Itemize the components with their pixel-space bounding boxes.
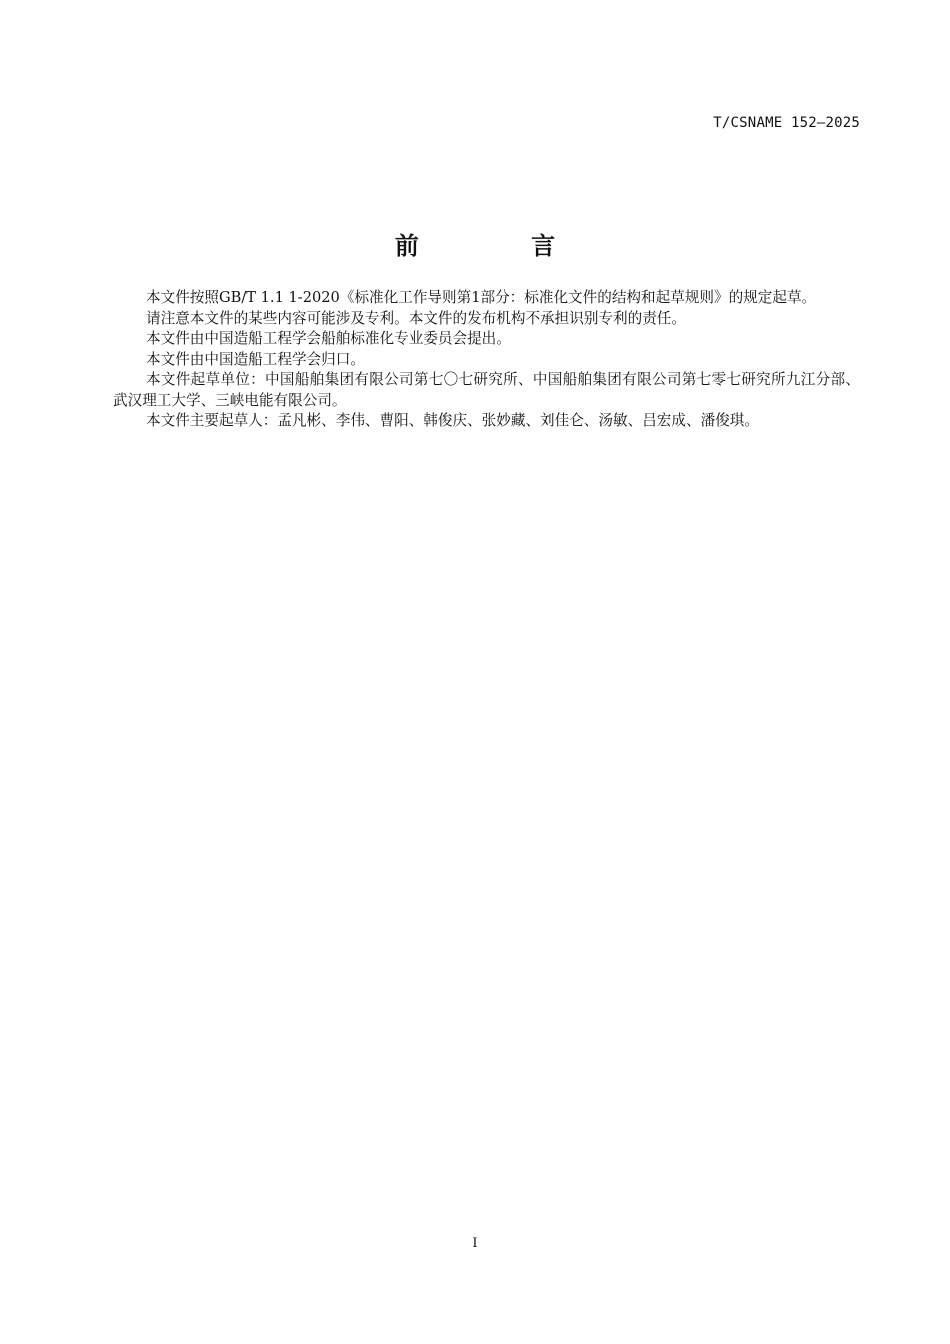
paragraph-drafters: 本文件主要起草人：孟凡彬、李伟、曹阳、韩俊庆、张妙藏、刘佳仑、汤敏、吕宏成、潘俊琪。 bbox=[146, 412, 759, 429]
document-header: T/CSNAME 152—2025 bbox=[713, 115, 860, 131]
document-body bbox=[113, 288, 860, 432]
page-title: 前 言 bbox=[394, 232, 608, 260]
page-number: I bbox=[472, 1236, 478, 1251]
paragraph-proposer: 本文件由中国造船工程学会船舶标准化专业委员会提出。 bbox=[146, 330, 511, 347]
paragraph-drafting-units: 本文件起草单位：中国船舶集团有限公司第七〇七研究所、中国船舶集团有限公司第七零七研究所九江分部、武汉理工大学、三峡电能有限公司。 bbox=[113, 371, 860, 409]
paragraph-centralized-unit: 本文件由中国造船工程学会归口。 bbox=[146, 350, 365, 368]
paragraph-patent-notice: 请注意本文件的某些内容可能涉及专利。本文件的发布机构不承担识别专利的责任。 bbox=[146, 309, 686, 327]
paragraph-drafting-rules: 本文件按照GB/T 1.1 1-2020《标准化工作导则第1部分：标准化文件的结构和起草规则》的规定起草。 bbox=[146, 289, 817, 306]
